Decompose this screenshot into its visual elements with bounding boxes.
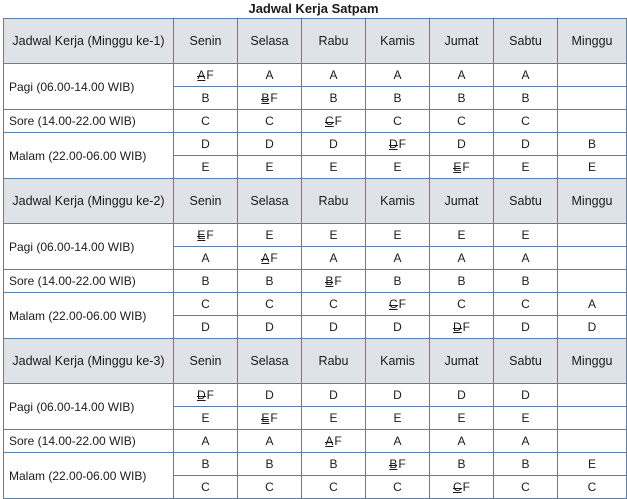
group-letter: E <box>453 160 462 174</box>
free-marker: F <box>398 297 406 311</box>
group-letter: B <box>201 274 210 288</box>
schedule-cell <box>430 247 494 270</box>
group-letter: D <box>521 320 530 334</box>
schedule-cell <box>366 293 430 316</box>
group-letter: B <box>261 91 270 105</box>
schedule-cell <box>238 293 302 316</box>
group-letter: A <box>457 434 466 448</box>
day-header-jumat: Jumat <box>430 19 494 64</box>
group-letter: D <box>457 388 466 402</box>
schedule-cell <box>302 87 366 110</box>
group-letter: C <box>521 297 530 311</box>
group-letter: B <box>457 457 466 471</box>
week-header-row <box>4 179 627 224</box>
group-letter: A <box>201 251 210 265</box>
schedule-cell <box>302 247 366 270</box>
schedule-cell <box>494 64 558 87</box>
table-row <box>4 384 627 407</box>
schedule-cell <box>238 133 302 156</box>
schedule-cell <box>302 156 366 179</box>
group-letter: C <box>324 114 334 128</box>
table-row <box>4 133 627 156</box>
schedule-cell <box>558 384 627 407</box>
group-letter: D <box>265 320 274 334</box>
shift-label: Malam (22.00-06.00 WIB) <box>4 133 174 179</box>
schedule-cell <box>494 384 558 407</box>
schedule-cell <box>494 87 558 110</box>
schedule-cell <box>430 133 494 156</box>
free-marker: F <box>206 68 214 82</box>
group-letter: E <box>329 411 338 425</box>
schedule-cell <box>366 87 430 110</box>
schedule-cell <box>366 430 430 453</box>
group-letter: A <box>521 251 530 265</box>
group-letter: B <box>265 457 274 471</box>
free-marker: F <box>206 228 214 242</box>
group-letter: D <box>329 388 338 402</box>
schedule-cell <box>238 384 302 407</box>
schedule-cell <box>238 87 302 110</box>
schedule-cell <box>430 64 494 87</box>
schedule-cell <box>174 407 238 430</box>
schedule-cell <box>238 316 302 339</box>
group-letter: A <box>329 251 338 265</box>
group-letter: C <box>388 297 398 311</box>
schedule-cell <box>430 156 494 179</box>
day-header-selasa: Selasa <box>238 19 302 64</box>
free-marker: F <box>334 434 342 448</box>
schedule-cell <box>558 407 627 430</box>
schedule-cell <box>174 110 238 133</box>
schedule-cell <box>366 384 430 407</box>
schedule-cell <box>238 110 302 133</box>
schedule-cell <box>302 407 366 430</box>
group-letter: B <box>521 274 530 288</box>
table-row <box>4 64 627 87</box>
group-letter: B <box>201 457 210 471</box>
group-letter: D <box>452 320 462 334</box>
schedule-cell <box>302 384 366 407</box>
schedule-cell <box>494 224 558 247</box>
group-letter: B <box>457 91 466 105</box>
schedule-cell <box>494 247 558 270</box>
schedule-cell <box>494 156 558 179</box>
group-letter: A <box>265 68 274 82</box>
group-letter: E <box>457 411 466 425</box>
group-letter: D <box>265 137 274 151</box>
schedule-cell <box>430 430 494 453</box>
shift-label: Malam (22.00-06.00 WIB) <box>4 453 174 499</box>
shift-label: Pagi (06.00-14.00 WIB) <box>4 64 174 110</box>
schedule-cell <box>494 407 558 430</box>
day-header-kamis: Kamis <box>366 19 430 64</box>
schedule-cell <box>302 476 366 499</box>
schedule-cell <box>366 316 430 339</box>
day-header-senin: Senin <box>174 339 238 384</box>
group-letter: E <box>587 457 596 471</box>
group-letter: D <box>201 320 210 334</box>
day-header-minggu: Minggu <box>558 179 627 224</box>
group-letter: E <box>197 228 206 242</box>
schedule-cell <box>366 476 430 499</box>
free-marker: F <box>270 251 278 265</box>
group-letter: D <box>587 320 597 334</box>
schedule-cell <box>174 133 238 156</box>
schedule-cell <box>174 476 238 499</box>
schedule-cell <box>366 270 430 293</box>
schedule-cell <box>238 407 302 430</box>
schedule-cell <box>494 293 558 316</box>
shift-label: Sore (14.00-22.00 WIB) <box>4 270 174 293</box>
group-letter: B <box>393 91 402 105</box>
schedule-cell <box>558 87 627 110</box>
schedule-cell <box>494 110 558 133</box>
schedule-cell <box>558 156 627 179</box>
group-letter: D <box>196 388 206 402</box>
table-row <box>4 224 627 247</box>
schedule-cell <box>430 224 494 247</box>
group-letter: D <box>521 137 530 151</box>
schedule-cell <box>174 87 238 110</box>
group-letter: E <box>457 228 466 242</box>
schedule-cell <box>430 270 494 293</box>
schedule-cell <box>494 133 558 156</box>
schedule-cell <box>238 64 302 87</box>
shift-label: Sore (14.00-22.00 WIB) <box>4 430 174 453</box>
table-row <box>4 293 627 316</box>
group-letter: C <box>329 480 338 494</box>
schedule-cell <box>494 453 558 476</box>
schedule-cell <box>238 156 302 179</box>
day-header-sabtu: Sabtu <box>494 179 558 224</box>
group-letter: E <box>393 411 402 425</box>
shift-label: Sore (14.00-22.00 WIB) <box>4 110 174 133</box>
schedule-cell <box>558 133 627 156</box>
schedule-cell <box>366 156 430 179</box>
schedule-cell <box>238 270 302 293</box>
group-letter: A <box>521 434 530 448</box>
schedule-cell <box>494 316 558 339</box>
schedule-cell <box>494 270 558 293</box>
schedule-cell <box>302 224 366 247</box>
group-letter: D <box>393 320 402 334</box>
group-letter: E <box>201 160 210 174</box>
schedule-cell <box>174 316 238 339</box>
day-header-kamis: Kamis <box>366 339 430 384</box>
schedule-cell <box>558 430 627 453</box>
day-header-selasa: Selasa <box>238 339 302 384</box>
day-header-rabu: Rabu <box>302 339 366 384</box>
day-header-kamis: Kamis <box>366 179 430 224</box>
group-letter: E <box>393 228 402 242</box>
schedule-cell <box>174 224 238 247</box>
group-letter: B <box>521 457 530 471</box>
group-letter: C <box>265 297 274 311</box>
schedule-cell <box>174 430 238 453</box>
group-letter: E <box>265 228 274 242</box>
schedule-cell <box>558 247 627 270</box>
day-header-sabtu: Sabtu <box>494 339 558 384</box>
group-letter: A <box>265 434 274 448</box>
schedule-cell <box>302 293 366 316</box>
schedule-table <box>3 18 627 499</box>
group-letter: B <box>325 274 334 288</box>
schedule-cell <box>558 270 627 293</box>
day-header-jumat: Jumat <box>430 339 494 384</box>
free-marker: F <box>270 91 278 105</box>
group-letter: A <box>457 251 466 265</box>
free-marker: F <box>462 480 470 494</box>
group-letter: B <box>389 457 398 471</box>
group-letter: C <box>452 480 462 494</box>
group-letter: C <box>201 480 210 494</box>
group-letter: E <box>521 228 530 242</box>
week-label: Jadwal Kerja (Minggu ke-3) <box>4 339 174 384</box>
group-letter: B <box>329 457 338 471</box>
schedule-cell <box>302 430 366 453</box>
table-row <box>4 430 627 453</box>
group-letter: A <box>587 297 596 311</box>
group-letter: E <box>329 160 338 174</box>
schedule-cell <box>302 270 366 293</box>
group-letter: A <box>197 68 206 82</box>
group-letter: E <box>329 228 338 242</box>
schedule-cell <box>238 476 302 499</box>
schedule-cell <box>174 247 238 270</box>
day-header-minggu: Minggu <box>558 339 627 384</box>
free-marker: F <box>270 411 278 425</box>
schedule-cell <box>174 64 238 87</box>
schedule-cell <box>366 110 430 133</box>
group-letter: B <box>265 274 274 288</box>
group-letter: C <box>521 480 530 494</box>
group-letter: C <box>265 480 274 494</box>
schedule-cell <box>430 407 494 430</box>
group-letter: A <box>393 68 402 82</box>
table-row <box>4 110 627 133</box>
group-letter: D <box>201 137 210 151</box>
schedule-cell <box>302 133 366 156</box>
shift-label: Pagi (06.00-14.00 WIB) <box>4 224 174 270</box>
day-header-selasa: Selasa <box>238 179 302 224</box>
schedule-cell <box>238 430 302 453</box>
group-letter: A <box>521 68 530 82</box>
group-letter: E <box>521 160 530 174</box>
day-header-minggu: Minggu <box>558 19 627 64</box>
schedule-cell <box>558 316 627 339</box>
week-label: Jadwal Kerja (Minggu ke-1) <box>4 19 174 64</box>
schedule-cell <box>302 64 366 87</box>
group-letter: B <box>201 91 210 105</box>
group-letter: D <box>329 137 338 151</box>
group-letter: C <box>201 297 210 311</box>
schedule-cell <box>558 476 627 499</box>
schedule-cell <box>558 110 627 133</box>
group-letter: C <box>457 297 466 311</box>
group-letter: C <box>457 114 466 128</box>
schedule-cell <box>558 64 627 87</box>
group-letter: B <box>457 274 466 288</box>
group-letter: A <box>329 68 338 82</box>
free-marker: F <box>334 114 342 128</box>
schedule-cell <box>366 453 430 476</box>
schedule-cell <box>494 430 558 453</box>
group-letter: E <box>261 411 270 425</box>
group-letter: E <box>393 160 402 174</box>
schedule-cell <box>430 293 494 316</box>
free-marker: F <box>206 388 214 402</box>
day-header-sabtu: Sabtu <box>494 19 558 64</box>
group-letter: B <box>521 91 530 105</box>
group-letter: D <box>521 388 530 402</box>
free-marker: F <box>462 160 470 174</box>
group-letter: A <box>457 68 466 82</box>
shift-label: Malam (22.00-06.00 WIB) <box>4 293 174 339</box>
group-letter: D <box>265 388 274 402</box>
group-letter: E <box>521 411 530 425</box>
schedule-cell <box>366 407 430 430</box>
group-letter: B <box>329 91 338 105</box>
group-letter: C <box>329 297 338 311</box>
group-letter: A <box>325 434 334 448</box>
group-letter: D <box>393 388 402 402</box>
schedule-cell <box>494 476 558 499</box>
schedule-cell <box>366 64 430 87</box>
group-letter: C <box>393 480 402 494</box>
group-letter: A <box>261 251 270 265</box>
schedule-cell <box>238 453 302 476</box>
schedule-cell <box>174 293 238 316</box>
schedule-cell <box>558 453 627 476</box>
group-letter: C <box>393 114 402 128</box>
group-letter: C <box>201 114 210 128</box>
schedule-cell <box>430 316 494 339</box>
day-header-rabu: Rabu <box>302 179 366 224</box>
group-letter: A <box>393 251 402 265</box>
schedule-cell <box>302 110 366 133</box>
page-title: Jadwal Kerja Satpam <box>248 1 379 16</box>
schedule-cell <box>430 110 494 133</box>
day-header-senin: Senin <box>174 179 238 224</box>
group-letter: B <box>393 274 402 288</box>
schedule-cell <box>302 453 366 476</box>
day-header-rabu: Rabu <box>302 19 366 64</box>
free-marker: F <box>398 137 406 151</box>
schedule-cell <box>430 453 494 476</box>
group-letter: E <box>201 411 210 425</box>
group-letter: C <box>521 114 530 128</box>
schedule-cell <box>174 270 238 293</box>
day-header-senin: Senin <box>174 19 238 64</box>
free-marker: F <box>462 320 470 334</box>
group-letter: B <box>587 137 596 151</box>
schedule-cell <box>430 476 494 499</box>
week-header-row <box>4 19 627 64</box>
shift-label: Pagi (06.00-14.00 WIB) <box>4 384 174 430</box>
schedule-cell <box>558 293 627 316</box>
schedule-cell <box>366 224 430 247</box>
group-letter: C <box>265 114 274 128</box>
week-header-row <box>4 339 627 384</box>
schedule-cell <box>174 453 238 476</box>
schedule-cell <box>366 247 430 270</box>
group-letter: A <box>393 434 402 448</box>
table-row <box>4 270 627 293</box>
free-marker: F <box>398 457 406 471</box>
group-letter: E <box>265 160 274 174</box>
group-letter: D <box>329 320 338 334</box>
table-row <box>4 453 627 476</box>
group-letter: C <box>587 480 597 494</box>
group-letter: D <box>388 137 398 151</box>
free-marker: F <box>334 274 342 288</box>
schedule-cell <box>430 384 494 407</box>
week-label: Jadwal Kerja (Minggu ke-2) <box>4 179 174 224</box>
group-letter: D <box>457 137 466 151</box>
day-header-jumat: Jumat <box>430 179 494 224</box>
schedule-cell <box>366 133 430 156</box>
schedule-cell <box>302 316 366 339</box>
schedule-cell <box>238 247 302 270</box>
schedule-cell <box>430 87 494 110</box>
schedule-cell <box>174 156 238 179</box>
group-letter: E <box>587 160 596 174</box>
schedule-cell <box>558 224 627 247</box>
group-letter: A <box>201 434 210 448</box>
schedule-cell <box>238 224 302 247</box>
schedule-cell <box>174 384 238 407</box>
